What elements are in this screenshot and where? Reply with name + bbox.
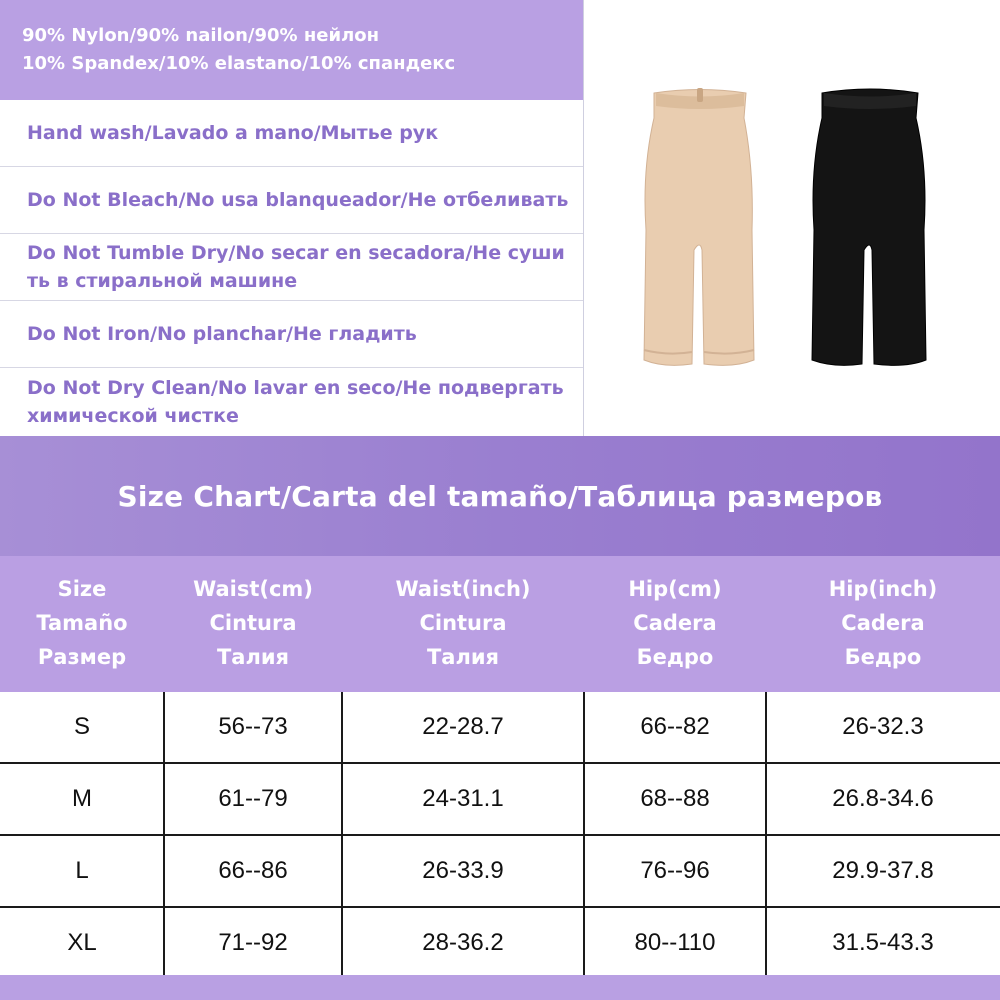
header-en: Size	[57, 577, 107, 601]
care-item-text-cont: химической чистке	[27, 405, 239, 427]
header-waist-inch	[342, 572, 584, 674]
cell-waist-cm: 61--79	[218, 785, 288, 812]
care-item-no-iron	[0, 301, 583, 368]
care-instructions	[0, 0, 584, 436]
care-item-text-cont: ть в стиральной машине	[27, 270, 298, 292]
cell-size: XL	[67, 929, 97, 956]
care-item-text: Hand wash/Lavado a mano/Мытье рук	[27, 122, 439, 144]
cell-size: M	[72, 785, 92, 812]
header-hip-cm	[584, 572, 766, 674]
black-shapewear-shorts	[812, 89, 926, 365]
header-en: Waist(inch)	[395, 577, 531, 601]
care-item-text: Do Not Iron/No planchar/Не гладить	[27, 323, 417, 345]
product-photo	[584, 0, 1000, 436]
fabric-nylon: 90% Nylon/90% nailon/90% нейлон	[22, 25, 380, 46]
cell-hip-inch: 31.5-43.3	[832, 929, 934, 956]
care-item-text: Do Not Dry Clean/No lavar en seco/Не подвергать	[27, 377, 564, 399]
care-item-no-bleach	[0, 167, 583, 234]
fabric-composition	[0, 0, 583, 100]
cell-waist-cm: 56--73	[218, 713, 288, 740]
product-photo-graphic	[584, 0, 1000, 436]
header-es: Cadera	[633, 611, 717, 635]
cell-waist-inch: 24-31.1	[422, 785, 504, 812]
cell-waist-inch: 22-28.7	[422, 713, 504, 740]
size-chart-title: Size Chart/Carta del tamaño/Таблица размеров	[117, 479, 883, 513]
header-hip-inch	[766, 572, 1000, 674]
column-divider	[163, 692, 165, 982]
care-item-hand-wash	[0, 100, 583, 167]
header-ru: Бедро	[636, 645, 714, 669]
top-section	[0, 0, 1000, 436]
header-en: Waist(cm)	[193, 577, 313, 601]
header-es: Cintura	[419, 611, 507, 635]
cell-hip-cm: 76--96	[640, 857, 710, 884]
cell-size: S	[73, 713, 90, 740]
header-ru: Бедро	[844, 645, 922, 669]
cell-waist-cm: 66--86	[218, 857, 288, 884]
header-es: Cadera	[841, 611, 925, 635]
fabric-spandex: 10% Spandex/10% elastano/10% спандекс	[22, 53, 456, 74]
care-item-no-dry-clean	[0, 368, 583, 436]
cell-size: L	[75, 857, 89, 884]
size-chart-banner	[0, 436, 1000, 556]
care-item-text: Do Not Bleach/No usa blanqueador/Не отбеливать	[27, 189, 569, 211]
cell-hip-cm: 68--88	[640, 785, 710, 812]
table-row	[0, 764, 1000, 836]
column-divider	[341, 692, 343, 982]
column-divider	[583, 692, 585, 982]
cell-waist-inch: 28-36.2	[422, 929, 504, 956]
header-en: Hip(inch)	[828, 577, 938, 601]
cell-waist-inch: 26-33.9	[422, 857, 504, 884]
header-ru: Талия	[216, 645, 290, 669]
header-waist-cm	[164, 572, 342, 674]
header-en: Hip(cm)	[628, 577, 722, 601]
header-es: Tamaño	[36, 611, 128, 635]
table-row	[0, 908, 1000, 978]
header-ru: Размер	[37, 645, 127, 669]
header-ru: Талия	[426, 645, 500, 669]
care-item-text: Do Not Tumble Dry/No secar en secadora/Не суши	[27, 242, 565, 264]
column-divider	[765, 692, 767, 982]
header-size	[0, 572, 164, 674]
care-item-no-tumble-dry	[0, 234, 583, 301]
cell-waist-cm: 71--92	[218, 929, 288, 956]
size-table-header	[0, 556, 1000, 692]
bottom-accent-bar	[0, 975, 1000, 1000]
cell-hip-cm: 80--110	[634, 929, 716, 956]
cell-hip-cm: 66--82	[640, 713, 710, 740]
header-es: Cintura	[209, 611, 297, 635]
cell-hip-inch: 29.9-37.8	[832, 857, 934, 884]
cell-hip-inch: 26-32.3	[842, 713, 924, 740]
nude-shapewear-shorts	[644, 88, 754, 365]
table-row	[0, 692, 1000, 764]
table-row	[0, 836, 1000, 908]
cell-hip-inch: 26.8-34.6	[832, 785, 934, 812]
